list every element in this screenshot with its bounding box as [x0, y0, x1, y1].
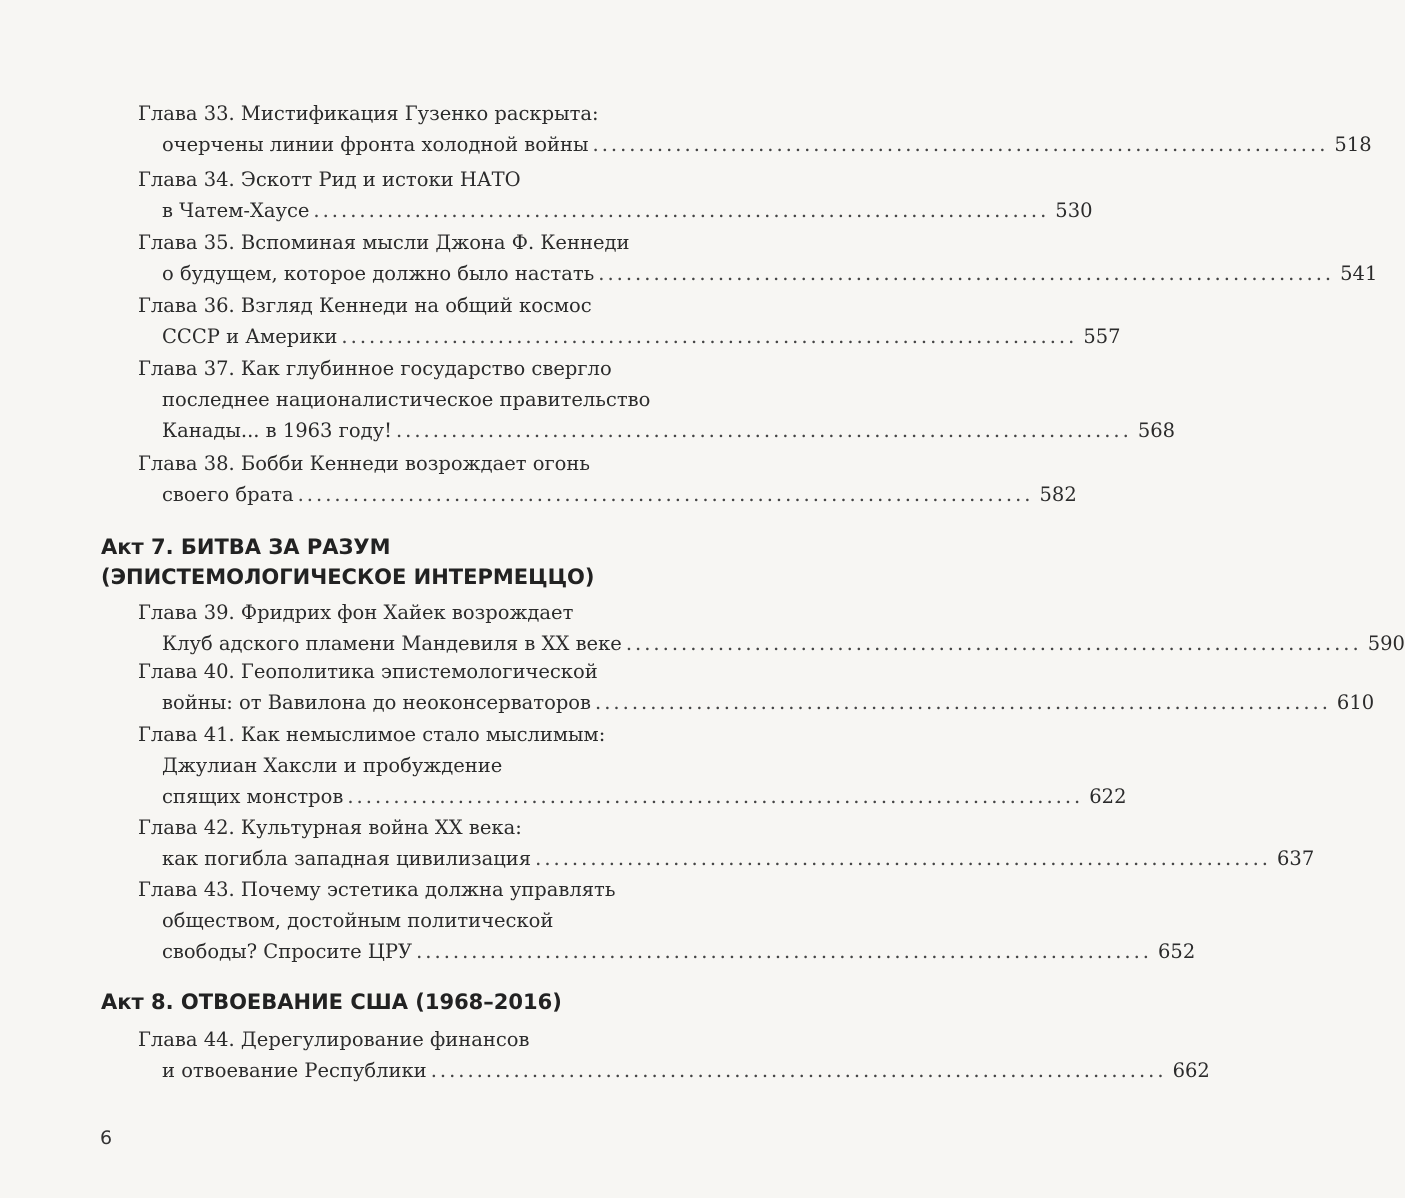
- act-title-line: Акт 7. БИТВА ЗА РАЗУМ: [101, 535, 391, 559]
- act-title-line: Акт 8. ОТВОЕВАНИЕ США (1968–2016): [101, 990, 562, 1014]
- entry-title-line: СССР и Америки: [162, 325, 338, 348]
- page-number: 557: [1083, 325, 1121, 348]
- page-number: 590: [1367, 632, 1405, 655]
- page-number: 582: [1039, 483, 1077, 506]
- toc-entry-ch44: [138, 1024, 1210, 1086]
- entry-title-line: Глава 40. Геополитика эпистемологической: [138, 660, 598, 683]
- dot-leader: ................................................................................: [595, 691, 1331, 714]
- dot-leader: ................................................................................: [416, 940, 1152, 963]
- entry-title-line: Глава 38. Бобби Кеннеди возрождает огонь: [138, 452, 591, 475]
- toc-entry-ch41: [138, 719, 1127, 812]
- act-heading-7: [101, 532, 721, 592]
- entry-title-line: последнее националистическое правительство: [162, 388, 651, 411]
- entry-title-line: в Чатем-Хаусе: [162, 199, 310, 222]
- entry-title-line: Глава 41. Как немыслимое стало мыслимым:: [138, 723, 606, 746]
- entry-title-line: как погибла западная цивилизация: [162, 847, 532, 870]
- toc-entry-ch42: [138, 812, 1315, 874]
- dot-leader: ................................................................................: [341, 325, 1078, 348]
- dot-leader: ................................................................................: [347, 785, 1084, 808]
- entry-title-line: очерчены линии фронта холодной войны: [162, 133, 589, 156]
- toc-entry-ch39: [138, 597, 1405, 659]
- act-heading-8: [101, 987, 721, 1017]
- entry-title-line: Клуб адского пламени Мандевиля в XX веке: [162, 632, 622, 655]
- entry-title-line: Глава 34. Эскотт Рид и истоки НАТО: [138, 168, 521, 191]
- dot-leader: ................................................................................: [535, 847, 1272, 870]
- entry-title-line: Глава 43. Почему эстетика должна управлять: [138, 878, 616, 901]
- entry-title-line: Глава 37. Как глубинное государство свергло: [138, 357, 612, 380]
- toc-entry-ch40: [138, 656, 1375, 718]
- page-number: 541: [1340, 262, 1378, 285]
- page-number: 662: [1172, 1059, 1210, 1082]
- entry-title-line: своего брата: [162, 483, 294, 506]
- toc-entry-ch43: [138, 874, 1196, 967]
- entry-title-line: Глава 35. Вспоминая мысли Джона Ф. Кеннеди: [138, 231, 630, 254]
- entry-title-line: о будущем, которое должно было настать: [162, 262, 595, 285]
- toc-entry-ch34: [138, 164, 1093, 226]
- act-title-line: (ЭПИСТЕМОЛОГИЧЕСКОЕ ИНТЕРМЕЦЦО): [101, 565, 595, 589]
- page-number: 652: [1158, 940, 1196, 963]
- page-number: 530: [1055, 199, 1093, 222]
- dot-leader: ................................................................................: [592, 133, 1329, 156]
- entry-title-line: Канады... в 1963 году!: [162, 419, 392, 442]
- entry-title-line: Джулиан Хаксли и пробуждение: [162, 754, 503, 777]
- entry-title-line: Глава 39. Фридрих фон Хайек возрождает: [138, 601, 574, 624]
- dot-leader: ................................................................................: [313, 199, 1050, 222]
- toc-entry-ch33: [138, 98, 1372, 160]
- dot-leader: ................................................................................: [395, 419, 1132, 442]
- page-folio: 6: [100, 1127, 113, 1149]
- dot-leader: ................................................................................: [625, 632, 1362, 655]
- toc-entry-ch36: [138, 290, 1121, 352]
- dot-leader: ................................................................................: [297, 483, 1034, 506]
- dot-leader: ................................................................................: [430, 1059, 1167, 1082]
- entry-title-line: Глава 36. Взгляд Кеннеди на общий космос: [138, 294, 592, 317]
- page-number: 568: [1137, 419, 1176, 442]
- toc-entry-ch38: [138, 448, 1077, 510]
- toc-entry-ch37: [138, 353, 1176, 446]
- entry-title-line: свободы? Спросите ЦРУ: [162, 940, 413, 963]
- entry-title-line: Глава 33. Мистификация Гузенко раскрыта:: [138, 102, 599, 125]
- page-number: 622: [1089, 785, 1127, 808]
- entry-title-line: Глава 44. Дерегулирование финансов: [138, 1028, 530, 1051]
- entry-title-line: обществом, достойным политической: [162, 909, 554, 932]
- entry-title-line: Глава 42. Культурная война XX века:: [138, 816, 522, 839]
- page-number: 637: [1277, 847, 1315, 870]
- entry-title-line: спящих монстров: [162, 785, 344, 808]
- page-number: 610: [1336, 691, 1375, 714]
- entry-title-line: и отвоевание Республики: [162, 1059, 427, 1082]
- page-number: 518: [1334, 133, 1372, 156]
- dot-leader: ................................................................................: [598, 262, 1335, 285]
- toc-entry-ch35: [138, 227, 1378, 289]
- entry-title-line: войны: от Вавилона до неоконсерваторов: [162, 691, 592, 714]
